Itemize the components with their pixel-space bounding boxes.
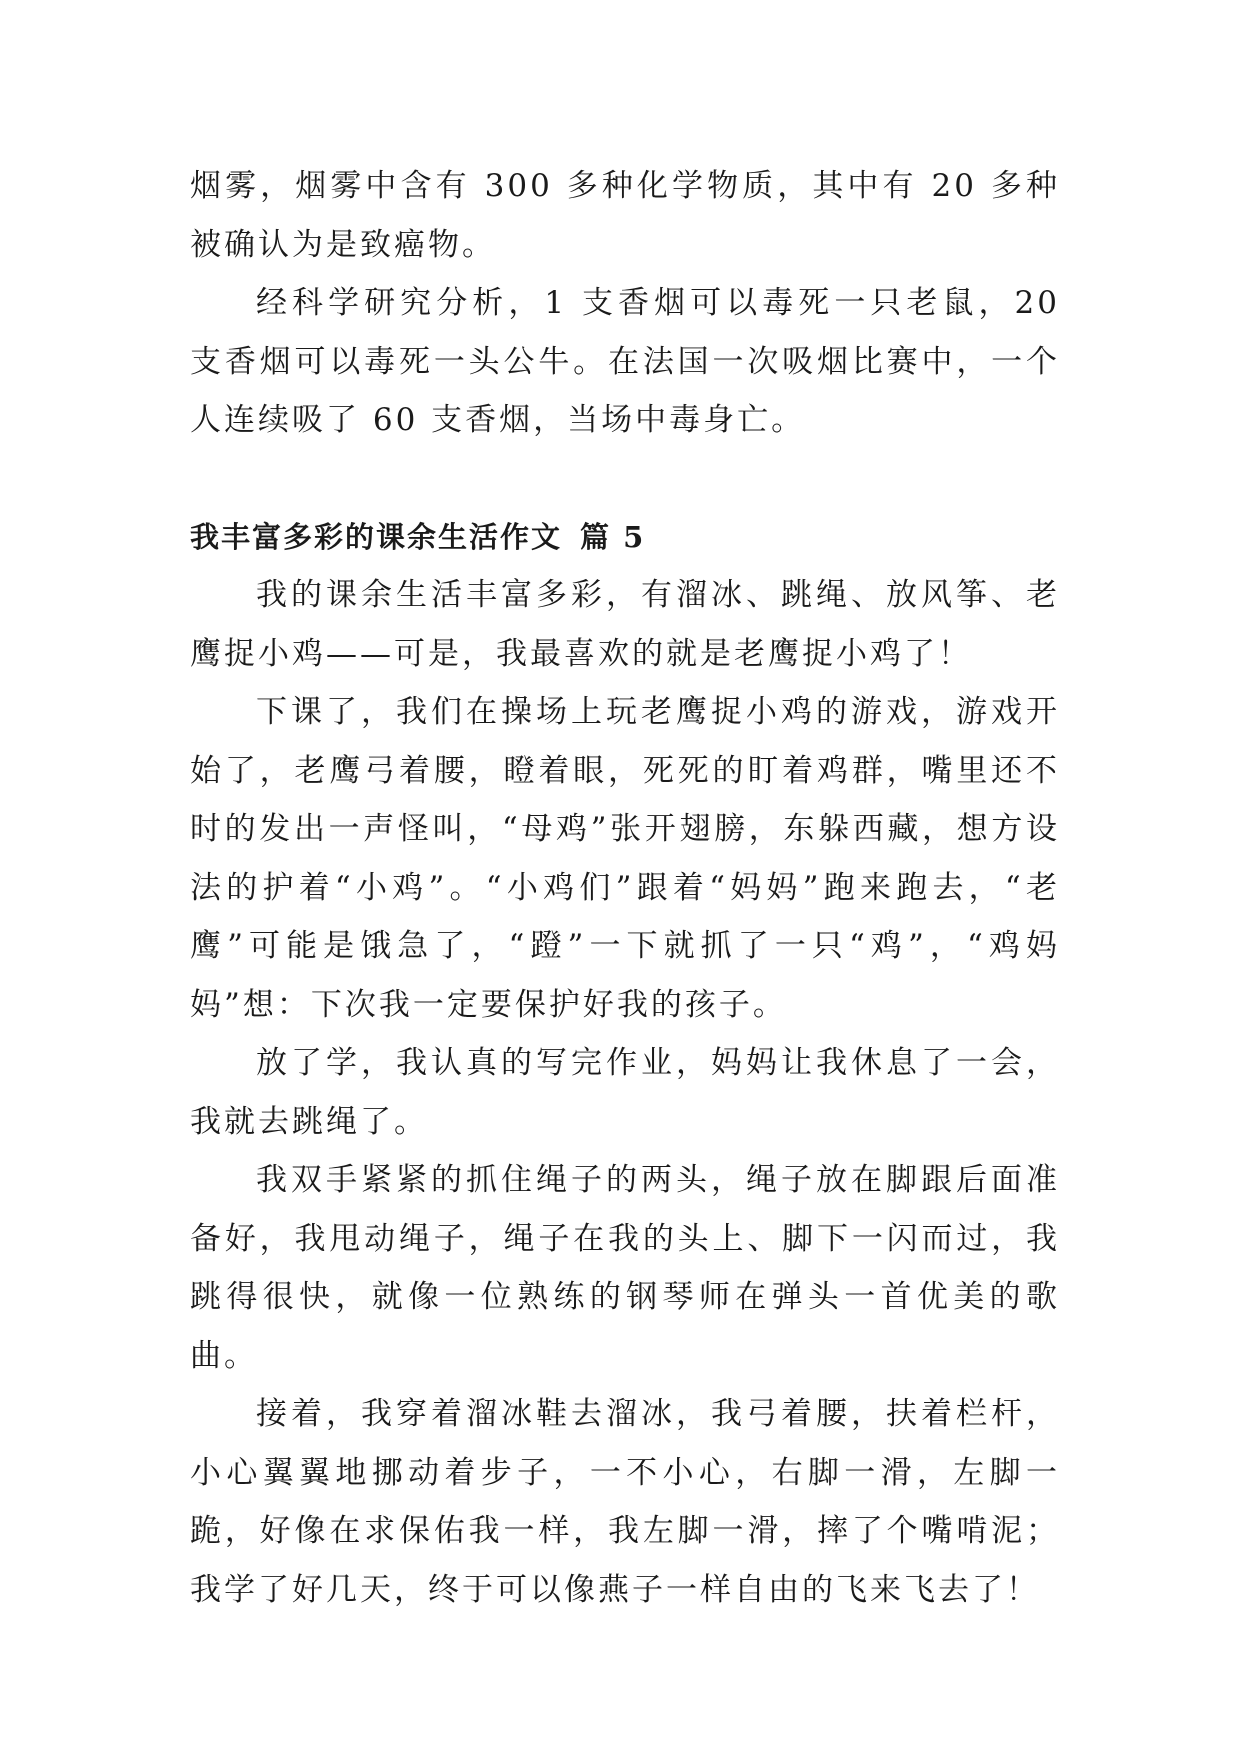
section-paragraph-2: 下课了，我们在操场上玩老鹰捉小鸡的游戏，游戏开始了，老鹰弓着腰，瞪着眼，死死的盯着鸡群，嘴里还不时的发出一声怪叫，“母鸡”张开翅膀，东躲西藏，想方设法的护着“小鸡”。“小鸡们”跟着“妈妈”跑来跑去，“老鹰”可能是饿急了，“蹬”一下就抓了一只“鸡”，“鸡妈妈”想：下次我一定要保护好我的孩子。 bbox=[190, 694, 1060, 1023]
intro-paragraph-1: 烟雾，烟雾中含有 300 多种化学物质，其中有 20 多种被确认为是致癌物。 bbox=[190, 168, 1060, 263]
section-paragraph-4: 我双手紧紧的抓住绳子的两头，绳子放在脚跟后面准备好，我甩动绳子，绳子在我的头上、脚下一闪而过，我跳得很快，就像一位熟练的钢琴师在弹头一首优美的歌曲。 bbox=[190, 1162, 1060, 1374]
document-body bbox=[190, 157, 1060, 1619]
section-label: 篇 5 bbox=[580, 519, 646, 554]
section-heading bbox=[190, 508, 1060, 567]
section-title: 我丰富多彩的课余生活作文 bbox=[190, 519, 563, 554]
section-paragraph-5: 接着，我穿着溜冰鞋去溜冰，我弓着腰，扶着栏杆，小心翼翼地挪动着步子，一不小心，右脚一滑，左脚一跪，好像在求保佑我一样，我左脚一滑，摔了个嘴啃泥；我学了好几天，终于可以像燕子一样自由的飞来飞去了！ bbox=[190, 1396, 1060, 1608]
section-paragraph-3: 放了学，我认真的写完作业，妈妈让我休息了一会，我就去跳绳了。 bbox=[190, 1045, 1060, 1140]
section-paragraph-1: 我的课余生活丰富多彩，有溜冰、跳绳、放风筝、老鹰捉小鸡——可是，我最喜欢的就是老鹰捉小鸡了！ bbox=[190, 577, 1060, 672]
intro-paragraph-2: 经科学研究分析，1 支香烟可以毒死一只老鼠，20 支香烟可以毒死一头公牛。在法国一次吸烟比赛中，一个人连续吸了 60 支香烟，当场中毒身亡。 bbox=[190, 285, 1060, 438]
